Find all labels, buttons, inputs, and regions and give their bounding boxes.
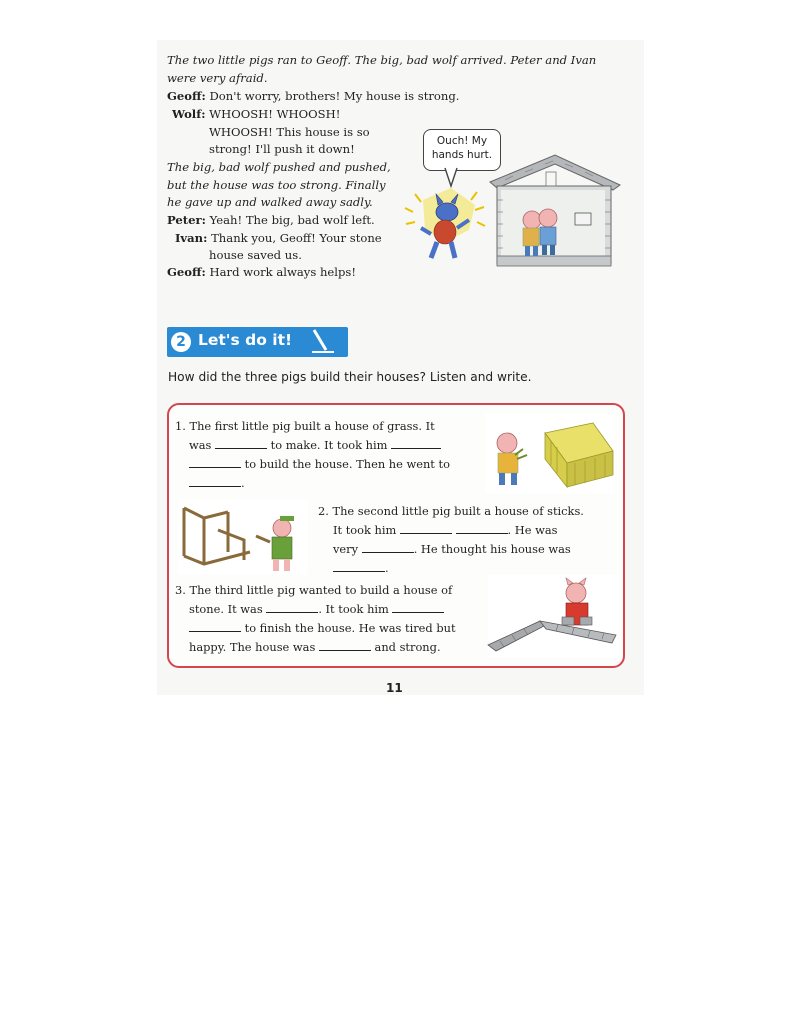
exercise-text-part: . It took him [318,602,389,616]
exercise-text-part: . [385,561,389,575]
speaker-name: Geoff: [167,89,206,103]
section-number: 2 [171,332,191,352]
exercise-text-part: to make. It took him [270,438,388,452]
answer-blank[interactable] [400,522,452,534]
answer-blank[interactable] [391,437,441,449]
exercise-text [189,436,441,456]
page-number: 11 [386,681,403,695]
answer-blank[interactable] [189,456,241,468]
dialogue-line-peter [167,213,375,227]
wolf-illustration [405,188,485,258]
dialogue-line-wolf [172,107,340,121]
exercise-text [333,559,389,579]
exercise-text-part: to build the house. Then he went to [244,457,450,471]
speaker-name: Wolf: [172,107,206,121]
exercise-text-part: . [241,476,245,490]
narration-line: but the house was too strong. Finally [167,178,386,192]
exercise-text-part: . He was [507,523,558,537]
exercise-text-part: stone. It was [189,602,263,616]
dialogue-text: Thank you, Geoff! Your stone [211,231,382,245]
dialogue-line-ivan [175,231,382,245]
dialogue-text: house saved us. [209,248,302,262]
exercise-text-part: to finish the house. He was tired but [244,621,456,635]
dialogue-line-geoff [167,265,356,279]
exercise-text-part: It took him [333,523,397,537]
exercise-text-part: very [333,542,359,556]
exercise-text-part: and strong. [374,640,441,654]
dialogue-text: WHOOSH! This house is so [209,125,370,139]
answer-blank[interactable] [215,437,267,449]
exercise-text [189,455,450,475]
section-title: Let's do it! [198,331,293,349]
answer-blank[interactable] [392,601,444,613]
exercise-text: 1. The first little pig built a house of grass. It [175,419,435,433]
stone-house-pig-illustration [488,575,618,657]
answer-blank[interactable] [333,560,385,572]
pencil-icon [308,328,338,356]
dialogue-text: Yeah! The big, bad wolf left. [209,213,375,227]
exercise-text [333,540,571,560]
exercise-instruction: How did the three pigs build their houses? Listen and write. [168,370,532,384]
narration-line: The two little pigs ran to Geoff. The big, bad wolf arrived. Peter and Ivan [167,53,597,67]
exercise-text [189,638,441,658]
exercise-text [333,521,557,541]
speaker-name: Peter: [167,213,206,227]
narration-line: were very afraid. [167,71,268,85]
narration-line: he gave up and walked away sadly. [167,195,373,209]
narration-line: The big, bad wolf pushed and pushed, [167,160,391,174]
speaker-name: Geoff: [167,265,206,279]
bubble-line: hands hurt. [431,149,493,161]
speaker-name: Ivan: [175,231,208,245]
exercise-text-part: was [189,438,212,452]
dialogue-text: strong! I'll push it down! [209,142,355,156]
answer-blank[interactable] [319,639,371,651]
exercise-text [189,474,245,494]
answer-blank[interactable] [362,541,414,553]
wolf-stone-house-illustration [405,150,625,270]
exercise-text [189,619,456,639]
dialogue-line-geoff [167,89,459,103]
answer-blank[interactable] [456,522,508,534]
exercise-text-part: happy. The house was [189,640,316,654]
exercise-text-part: . He thought his house was [413,542,571,556]
dialogue-text: Don't worry, brothers! My house is strong. [209,89,460,103]
stick-house-pig-illustration [178,500,308,575]
dialogue-text: Hard work always helps! [209,265,357,279]
answer-blank[interactable] [266,601,318,613]
answer-blank[interactable] [189,620,241,632]
bubble-line: Ouch! My [436,135,488,147]
stone-house-illustration [490,155,620,266]
grass-house-pig-illustration [485,413,615,493]
dialogue-text: WHOOSH! WHOOSH! [209,107,341,121]
exercise-text: 3. The third little pig wanted to build a house of [175,583,453,597]
exercise-text: 2. The second little pig built a house of sticks. [318,504,584,518]
answer-blank[interactable] [189,475,241,487]
exercise-text [189,600,444,620]
